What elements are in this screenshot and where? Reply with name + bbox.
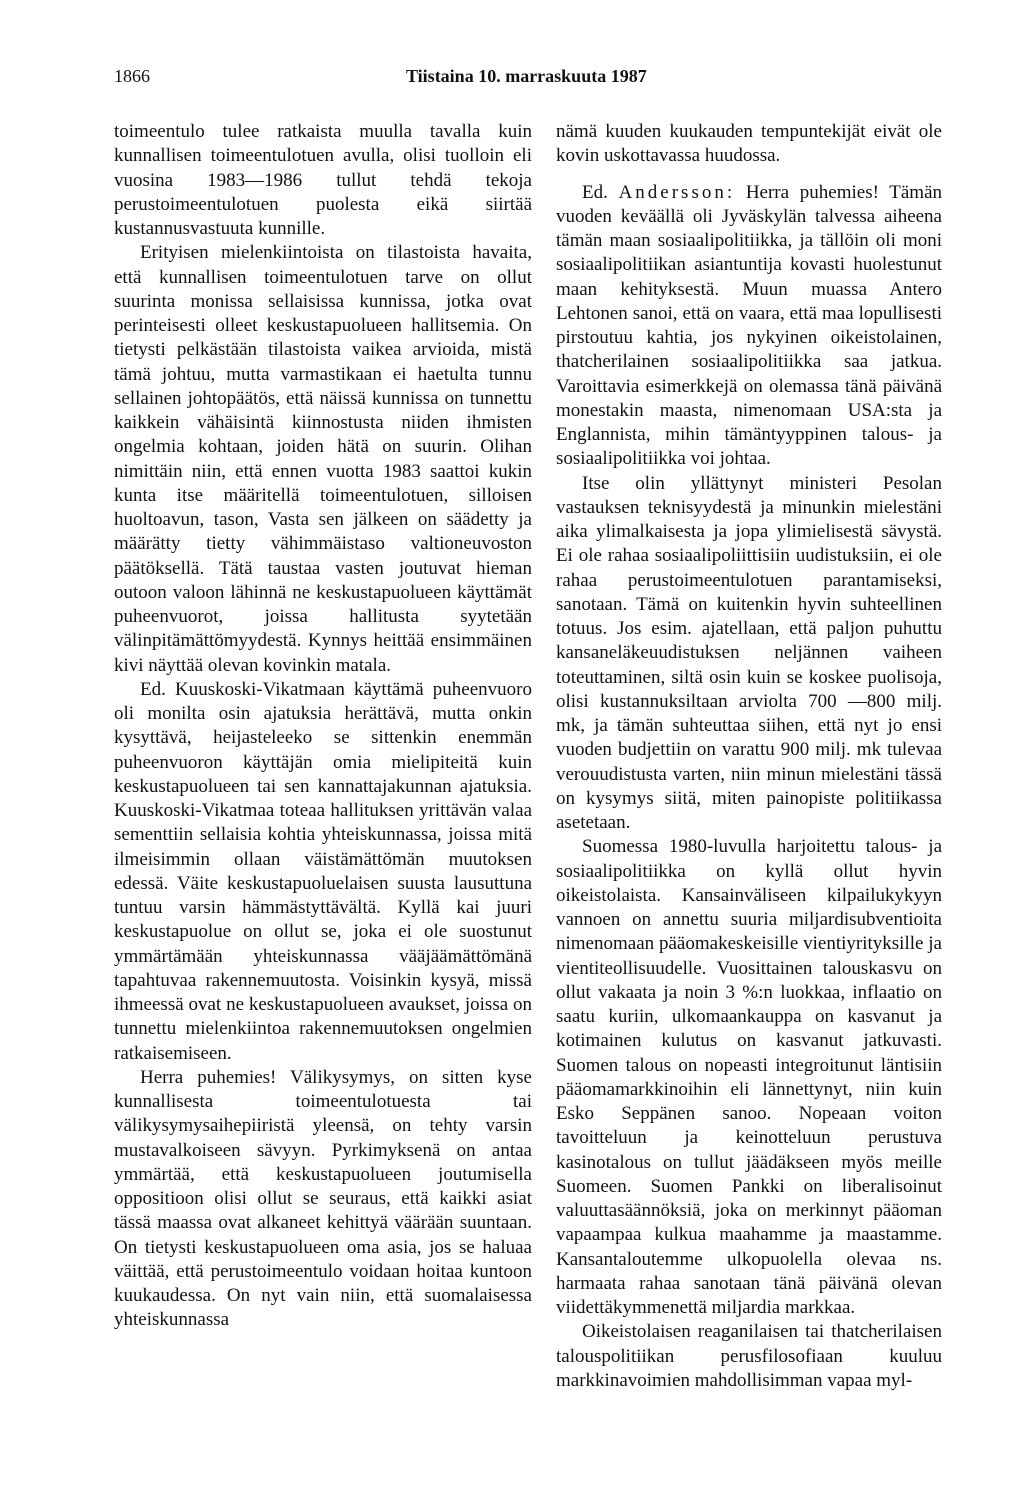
- paragraph: Suomessa 1980-luvulla harjoitettu talous- ja sosiaalipolitiikka on kyllä ollut hyvin oikeistolaista. Kansainväliseen kilpailukykyyn vannoen on annettu suuria miljardisubventioita nimenomaan pääomakeskeisille vientiyrityksille ja vientiteollisuudelle. Vuosittainen talouskasvu on ollut vakaata ja noin 3 %:n luokkaa, inflaatio on saatu kuriin, ulkomaankauppa on kasvanut ja kotimainen kulutus on kasvanut jatkuvasti. Suomen talous on nopeasti integroitunut läntisiin pääomamarkkinoihin eli lännettynyt, niin kuin Esko Seppänen sanoo. Nopeaan voiton tavoitteluun ja keinotteluun perustuva kasinotalous on tullut jäädäkseen myös meille Suomeen. Suomen Pankki on liberalisoinut valuuttasäännöksiä, joka on merkinnyt pääoman vapaampaa kulkua maahamme ja maastamme. Kansantaloutemme ulkopuolella olevaa ns. harmaata rahaa sanotaan tänä päivänä olevan viidettäkymmenettä miljardia markkaa.: [556, 836, 942, 1318]
- paragraph: Itse olin yllättynyt ministeri Pesolan vastauksen teknisyydestä ja minunkin mielestäni aika ylimalkaisesta ja jopa ylimielisestä sävystä. Ei ole rahaa sosiaalipoliittisiin uudistuksiin, ei ole rahaa perustoimeentulotuen parantamiseksi, sanotaan. Tämä on kuitenkin hyvin suhteellinen totuus. Jos esim. ajatellaan, että paljon puhuttu kansaneläkeuudistuksen neljännen vaiheen toteuttaminen, siltä osin kuin se koskee puolisoja, olisi kustannuksiltaan arviolta 700 —800 milj. mk, ja tämän suhteuttaa siihen, että nyt jo ensi vuoden budjettiin on varattu 900 milj. mk tulevaa verouudistusta varten, niin minun mielestäni tässä on kysymys siitä, miten painopiste politiikassa asetetaan.: [556, 472, 942, 833]
- speech-paragraph: [556, 181, 942, 472]
- right-column: [556, 120, 942, 1393]
- left-column: [114, 120, 532, 1333]
- paragraph: toimeentulo tulee ratkaista muulla tavalla kuin kunnallisen toimeentulotuen avulla, olisi tuolloin eli vuosina 1983—1986 tullut tehdä tekoja perustoimeentulotuen puolesta eikä siirtää kustannusvastuuta kunnille.: [114, 121, 532, 239]
- page-header: [114, 64, 944, 92]
- paragraph: Oikeistolaisen reaganilaisen tai thatcherilaisen talouspolitiikan perusfilosofiaan kuuluu markkinavoimien mahdollisimman vapaa myl-: [556, 1321, 942, 1391]
- speaker-prefix: Ed.: [582, 181, 608, 203]
- paragraph: Erityisen mielenkiintoista on tilastoista havaita, että kunnallisen toimeentulotuen tarve on ollut suurinta monissa sellaisissa kunnissa, jotka ovat perinteisesti olleet keskustapuolueen hallitsemia. On tietysti pelkästään tilastoista vaikea arvioida, mistä tämä johtuu, mutta varmastikaan ei haetulta tunnu sellainen johtopäätös, että näissä kunnissa on tunnettu kaikkein vähäisintä kiinnostusta niiden ihmisten ongelmia kohtaan, joiden hätä on suurin. Olihan nimittäin niin, että ennen vuotta 1983 saattoi kukin kunta itse määritellä toimeentulotuen, silloisen huoltoavun, tason, Vasta sen jälkeen on säädetty ja määrätty tietty vähimmäistaso valtioneuvoston päätöksellä. Tätä taustaa vasten joutuvat hieman outoon valoon lähinnä ne keskustapuolueen käyttämät puheenvuorot, joissa hallitusta syytetään välinpitämättömyydestä. Kynnys heittää ensimmäinen kivi näyttää olevan kovinkin matala.: [114, 242, 532, 676]
- paragraph: Herra puhemies! Välikysymys, on sitten kyse kunnallisesta toimeentulotuesta tai välikysymysaihepiiristä yleensä, on tehty varsin mustavalkoiseen sävyyn. Pyrkimyksenä on antaa ymmärtää, että keskustapuolueen joutumisella oppositioon olisi ollut se seuraus, että kaikki asiat tässä maassa ovat alkaneet kehittyä väärään suuntaan. On tietysti keskustapuolueen oma asia, jos se haluaa väittää, että perustoimeentulo voidaan hoitaa kuntoon kuukaudessa. On nyt vain niin, että suomalaisessa yhteiskunnassa: [114, 1066, 532, 1331]
- paragraph: nämä kuuden kuukauden tempuntekijät eivät ole kovin uskottavassa huudossa.: [556, 121, 942, 167]
- speech-text: Herra puhemies! Tämän vuoden keväällä oli Jyväskylän talvessa aiheena tämän maan sosiaalipolitiikka, ja tällöin oli moni sosiaalipolitiikan asiantuntija kovasti huolestunut maan kehityksestä. Muun muassa Antero Lehtonen sanoi, että on vaara, että maa lopullisesti pirstoutuu kahtia, jos nykyinen oikeistolainen, thatcherilainen sosiaalipolitiikka saa jatkua. Varoittavia esimerkkejä on olemassa tänä päivänä monestakin maasta, nimenomaan USA:sta ja Englannista, mihin tämäntyyppinen talous- ja sosiaalipolitiikka voi johtaa.: [556, 181, 943, 470]
- page-number: 1866: [114, 66, 150, 86]
- paragraph: Ed. Kuuskoski-Vikatmaan käyttämä puheenvuoro oli monilta osin ajatuksia herättävä, mutta onkin kysyttävä, heijasteleeko se sittenkin enemmän puheenvuoron käyttäjän omia mielipiteitä kuin keskustapuolueen tai sen kannattajakunnan ajatuksia. Kuuskoski-Vikatmaa toteaa hallituksen yrittävän valaa sementtiin sellaisia kohtia yhteiskunnassa, joissa mitä ilmeisimmin ollaan väistämättömän muutoksen edessä. Väite keskustapuoluelaisen suusta lausuttuna tuntuu varsin hämmästyttävältä. Kyllä kai juuri keskustapuolue on ollut se, joka ei ole suostunut ymmärtämään yhteiskunnassa vääjäämättömänä tapahtuvaa rakennemuutosta. Voisinkin kysyä, missä ihmeessä ovat ne keskustapuolueen avaukset, joissa on tunnettu mielenkiintoa rakennemuutoksen ongelmien ratkaisemiseen.: [114, 678, 532, 1064]
- speaker-name: Andersson:: [618, 181, 736, 203]
- running-head: Tiistaina 10. marraskuuta 1987: [406, 66, 647, 86]
